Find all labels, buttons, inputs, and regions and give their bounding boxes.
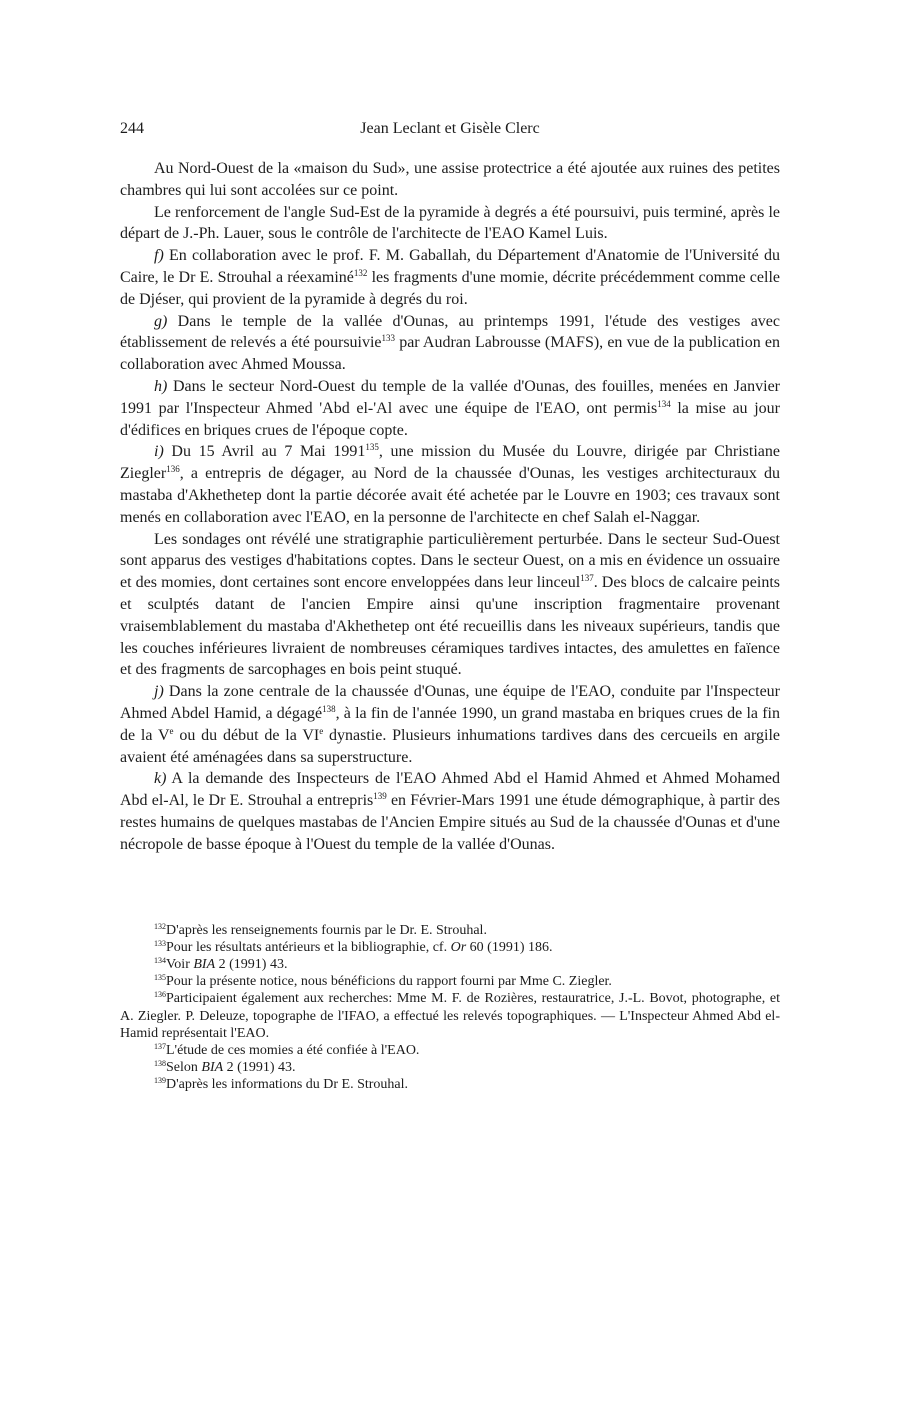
italic-text: BIA xyxy=(201,1060,224,1076)
paragraph: j) Dans la zone centrale de la chaussée d'Ounas, une équipe de l'EAO, conduite par l'Inspecteur Ahmed Abdel Hamid, a dégagé$^{138}$, à la fin de l'année 1990, un grand mastaba en briques crues de la fin de la Ve ou du début de la VIe dynastie. Plusieurs inhumations tardives dans des cercueils en argile avaient été aménagées dans sa superstructure. xyxy=(120,683,781,766)
section-letter: i) xyxy=(154,443,164,461)
footnote: $^{136}$Participaient également aux recherches: Mme M. F. de Rozières, restauratrice, J.-L. Bovot, photographe, et A. Ziegler. P. Deleuze, topographe de l'IFAO, a effectué les relevés topographiques. — L'Inspecteur Ahmed Abd el-Hamid représentait l'EAO. xyxy=(120,990,780,1041)
paragraph: i) Du 15 Avril au 7 Mai 1991$^{135}$, une mission du Musée du Louvre, dirigée par Christiane Ziegler$^{136}$, a entrepris de dégager, au Nord de la chaussée d'Ounas, les vestiges architecturaux du mastaba d'Akhethetep dont la partie décorée avait été achetée par le Louvre en 1903; ces travaux sont menés en collaboration avec l'EAO, en la personne de l'architecte en chef Salah el-Naggar. xyxy=(120,442,780,526)
footnote-ref: 139 xyxy=(373,791,387,802)
footnote: $^{138}$Selon BIA 2 (1991) 43. xyxy=(154,1059,296,1076)
section-letter: g) xyxy=(154,312,168,330)
superscript: e xyxy=(169,725,174,736)
footnote-ref: 137 xyxy=(580,573,594,584)
footnote: $^{133}$Pour les résultats antérieurs et la bibliographie, cf. Or 60 (1991) 186. xyxy=(154,938,553,955)
footnote-number: 136 xyxy=(154,990,166,1000)
document-page xyxy=(120,118,780,1094)
paragraph: f) En collaboration avec le prof. F. M. Gaballah, du Département d'Anatomie de l'Université du Caire, le Dr E. Strouhal a réexaminé$^{132}$ les fragments d'une momie, décrite précédemment comme celle de Djéser, qui provient de la pyramide à degrés du roi. xyxy=(120,247,781,308)
body-text xyxy=(120,158,780,856)
running-header xyxy=(120,118,780,140)
italic-text: Or xyxy=(450,939,467,955)
footnote-ref: 133 xyxy=(381,333,396,344)
footnote: $^{139}$D'après les informations du Dr E. Strouhal. xyxy=(154,1076,409,1093)
footnote: $^{135}$Pour la présente notice, nous bénéficions du rapport fourni par Mme C. Ziegler. xyxy=(154,973,612,990)
section-letter: k) xyxy=(154,770,167,788)
footnote-ref: 135 xyxy=(365,442,379,453)
footnote-number: 133 xyxy=(154,938,166,948)
paragraph: k) A la demande des Inspecteurs de l'EAO Ahmed Abd el Hamid Ahmed et Ahmed Mohamed Abd el-Al, le Dr E. Strouhal a entrepris$^{139}$ en Février-Mars 1991 une étude démographique, à partir des restes humains de quelques mastabas de l'Ancien Empire situés au Sud de la chaussée d'Ounas et d'une nécropole de basse époque à l'Ouest du temple de la vallée d'Ounas. xyxy=(120,770,780,853)
footnote: $^{132}$D'après les renseignements fournis par le Dr. E. Strouhal. xyxy=(154,921,487,938)
footnote-ref: 132 xyxy=(353,267,368,278)
footnote: $^{137}$L'étude de ces momies a été confiée à l'EAO. xyxy=(154,1041,420,1058)
section-letter: h) xyxy=(154,377,168,395)
section-letter: j) xyxy=(154,683,164,701)
section-letter: f) xyxy=(154,247,164,265)
paragraph: Au Nord-Ouest de la «maison du Sud», une assise protectrice a été ajoutée aux ruines des petites chambres qui lui sont accolées sur ce point. xyxy=(120,160,780,199)
paragraph: Le renforcement de l'angle Sud-Est de la pyramide à degrés a été poursuivi, puis terminé, après le départ de J.-Ph. Lauer, sous le contrôle de l'architecte de l'EAO Kamel Luis. xyxy=(120,203,780,243)
page-number: 244 xyxy=(120,120,144,137)
superscript: e xyxy=(319,725,324,736)
footnote-number: 134 xyxy=(154,955,166,965)
footnote: $^{134}$Voir BIA 2 (1991) 43. xyxy=(154,955,288,972)
paragraph: h) Dans le secteur Nord-Ouest du temple de la vallée d'Ounas, des fouilles, menées en Janvier 1991 par l'Inspecteur Ahmed 'Abd el-'Al avec une équipe de l'EAO, ont permis$^{134}$ la mise au jour d'édifices en briques crues de l'époque copte. xyxy=(120,377,780,439)
paragraph: Les sondages ont révélé une stratigraphie particulièrement perturbée. Dans le secteur Sud-Ouest sont apparus des vestiges d'habitations coptes. Dans le secteur Ouest, on a mis en évidence un ossuaire et des momies, dont certaines sont encore enveloppées dans leur linceul$^{137}$. Des blocs de calcaire peints et sculptés datant de l'ancien Empire ainsi qu'une inscription fragmentaire provenant vraisemblablement du mastaba d'Akhethetep ont été recueillis dans les niveaux supérieurs, tandis que les couches inférieures livraient de nombreuses céramiques tardives intactes, des amulettes en faïence et des fragments de sarcophages en bois peint stuqué. xyxy=(120,530,781,679)
footnote-number: 138 xyxy=(154,1059,166,1069)
footnote-ref: 138 xyxy=(322,703,336,714)
paragraph: g) Dans le temple de la vallée d'Ounas, au printemps 1991, l'étude des vestiges avec établissement de relevés a été poursuivie$^{133}$ par Audran Labrousse (MAFS), en vue de la publication en collaboration avec Ahmed Moussa. xyxy=(120,312,780,374)
footnote-number: 132 xyxy=(154,921,166,931)
running-title: Jean Leclant et Gisèle Clerc xyxy=(360,120,540,137)
footnote-number: 137 xyxy=(154,1041,166,1051)
italic-text: BIA xyxy=(193,956,216,972)
footnote-number: 139 xyxy=(154,1076,166,1086)
footnote-number: 135 xyxy=(154,973,166,983)
footnotes xyxy=(120,922,780,1094)
footnote-ref: 134 xyxy=(657,398,671,409)
footnote-ref: 136 xyxy=(166,464,180,475)
